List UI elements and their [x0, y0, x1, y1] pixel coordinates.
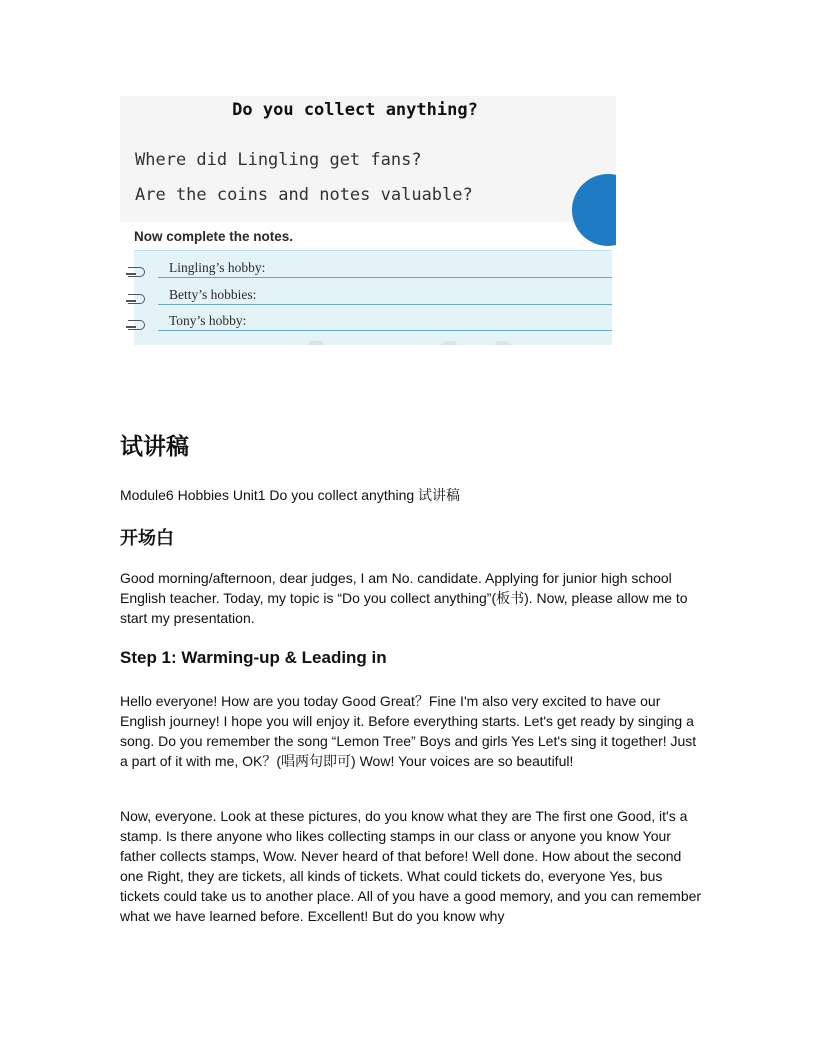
spiral-ring-stem — [126, 273, 136, 275]
page-heading: 试讲稿 — [120, 434, 189, 460]
note-label: Tony’s hobby: — [169, 313, 247, 328]
notes-box — [134, 250, 612, 345]
spiral-ring-icon — [128, 294, 145, 304]
document-subtitle: Module6 Hobbies Unit1 Do you collect anything 试讲稿 — [120, 487, 461, 503]
question-2: Are the coins and notes valuable? — [135, 185, 473, 205]
step1-paragraph-1: Hello everyone! How are you today Good Great？Fine I'm also very excited to have our English journey! I hope you will enjoy it. Before everything starts. Let's get ready by singing a song. Do you remember the song “Lemon Tree” Boys and girls Yes Let's sing it together! Just a part of it with me, OK？(唱两句即可) Wow! Your voices are so beautiful! — [120, 693, 697, 769]
question-card — [120, 96, 616, 222]
note-row — [134, 309, 612, 335]
watermark-graphic — [296, 341, 516, 345]
notes-panel — [120, 222, 616, 345]
spiral-ring-stem — [126, 326, 136, 328]
step1-heading: Step 1: Warming-up & Leading in — [120, 648, 387, 667]
question-1: Where did Lingling get fans? — [135, 150, 422, 170]
textbook-figure — [120, 96, 616, 345]
answer-line — [158, 330, 612, 331]
answer-line — [158, 277, 612, 278]
step1-paragraph-2: Now, everyone. Look at these pictures, do you know what they are The first one Good, it's a stamp. Is there anyone who likes collecting stamps in our class or anyone you know Your father collects stamps, Wow. Never heard of that before! Well done. How about the second one Right, they are tickets, all kinds of tickets. What could tickets do, everyone Yes, bus tickets could take us to another place. All of you have a good memory, and you can remember what we have learned before. Excellent! But do you know why — [120, 808, 702, 924]
notes-heading: Now complete the notes. — [134, 229, 294, 244]
figure-title: Do you collect anything? — [232, 100, 478, 120]
opening-heading: 开场白 — [120, 528, 174, 549]
spiral-ring-stem — [126, 300, 136, 302]
note-row — [134, 283, 612, 309]
opening-paragraph: Good morning/afternoon, dear judges, I am No. candidate. Applying for junior high school English teacher. Today, my topic is “Do you collect anything”(板书). Now, please allow me to start my presentation. — [120, 570, 688, 626]
note-label: Lingling’s hobby: — [169, 260, 266, 275]
note-row — [134, 256, 612, 282]
answer-line — [158, 304, 612, 305]
spiral-ring-icon — [128, 320, 145, 330]
spiral-ring-icon — [128, 267, 145, 277]
note-label: Betty’s hobbies: — [169, 287, 257, 302]
